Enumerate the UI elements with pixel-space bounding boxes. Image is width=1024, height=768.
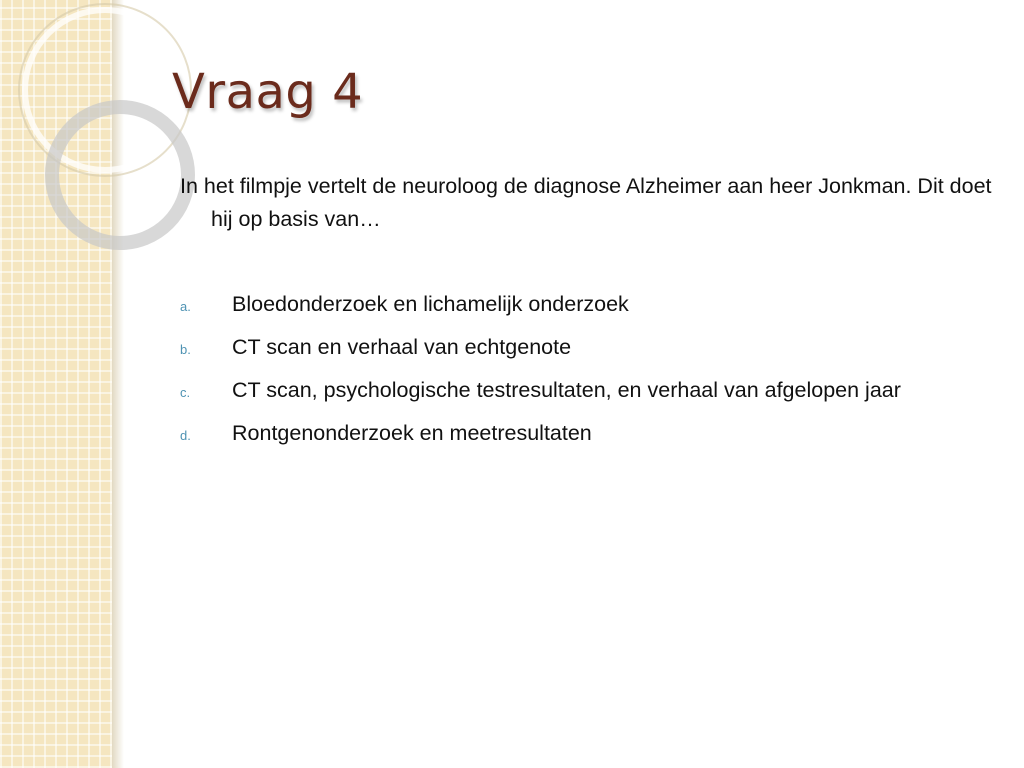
option-text-a: Bloedonderzoek en lichamelijk onderzoek xyxy=(232,292,629,316)
answer-options xyxy=(180,288,990,460)
slide-title: Vraag 4 xyxy=(172,64,364,120)
option-marker-a: a. xyxy=(180,299,191,314)
answer-option-c xyxy=(180,374,990,407)
answer-option-b xyxy=(180,331,990,364)
answer-option-d xyxy=(180,417,990,450)
option-marker-c: c. xyxy=(180,385,191,400)
option-marker-d: d. xyxy=(180,428,191,443)
decorative-rings xyxy=(0,0,200,260)
decorative-ring-large xyxy=(25,10,185,170)
option-text-d: Rontgenonderzoek en meetresultaten xyxy=(232,421,592,445)
option-text-b: CT scan en verhaal van echtgenote xyxy=(232,335,572,359)
option-marker-b: b. xyxy=(180,342,191,357)
decorative-ring-large-shade xyxy=(19,4,191,176)
option-text-c: CT scan, psychologische testresultaten, en verhaal van afgelopen jaar xyxy=(232,378,901,402)
answer-option-a xyxy=(180,288,990,321)
question-text: In het filmpje vertelt de neuroloog de diagnose Alzheimer aan heer Jonkman. Dit doet hij op basis van… xyxy=(180,174,992,231)
